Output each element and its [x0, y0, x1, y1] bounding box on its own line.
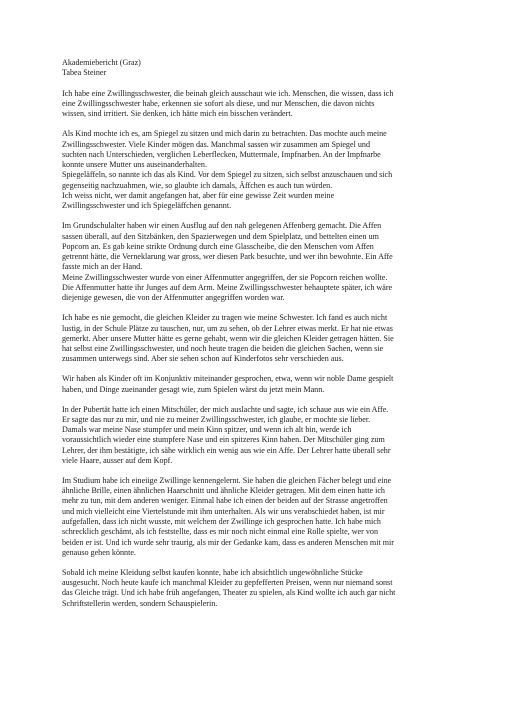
text-line: Ich weiss nicht, wer damit angefangen hat, aber für eine gewisse Zeit wurden meine — [62, 191, 335, 201]
text-line: suchten nach Unterschieden, verglichen Leberflecken, Muttermale, Impfnarben. An der Impfnarbe — [62, 149, 381, 159]
paragraph — [62, 313, 453, 364]
text-line: Spiegeläffeln, so nannte ich das als Kind. Vor dem Spiegel zu sitzen, sich selbst anzuschauen und sich — [62, 170, 393, 180]
paragraph — [62, 476, 453, 558]
text-line: zusammen unterwegs sind. Aber sie sehen schon auf Kinderfotos sehr verschieden aus. — [62, 354, 344, 364]
text-line: Popcorn an. Es gab keine strikte Ordnung durch eine Glasscheibe, die den Menschen vom Affen — [62, 241, 374, 251]
text-line: gegenseitig nachzuahmen, wie, so glaubte ich damals, Äffchen es auch tun würden. — [62, 180, 333, 190]
report-title: Akademiebericht (Graz) — [62, 58, 141, 67]
text-line: das Gleiche trägt. Und ich habe früh angefangen, Theater zu spielen, als Kind wollte ich auch gar nicht — [62, 588, 396, 598]
text-line: beiden er ist. Und ich wurde sehr traurig, als mir der Gedanke kam, dass es anderen Menschen mit mir — [62, 537, 394, 547]
text-line: hat selbst eine Zwillingsschwester, und noch heute tragen die beiden die gleichen Sachen, wenn sie — [62, 344, 384, 354]
author-name: Tabea Steiner — [62, 68, 107, 78]
paragraph — [62, 221, 453, 303]
text-line: Sobald ich meine Kleidung selbst kaufen konnte, habe ich absichtlich ungewöhnliche Stücke — [62, 567, 363, 577]
text-line: Als Kind mochte ich es, am Spiegel zu sitzen und mich darin zu betrachten. Das mochte auch meine — [62, 129, 387, 139]
text-line: Zwillingsschwester und ich Spiegeläffchen genannt. — [62, 201, 232, 211]
text-line: getrennt hätte, die Verneklarung war gross, wer diesen Park besuchte, und wer ihn bewohnte. Ein Affe — [62, 252, 393, 262]
paragraph — [62, 568, 453, 609]
paragraph — [62, 405, 453, 467]
paragraph — [62, 129, 453, 211]
text-line: haben, und Dinge zueinander gesagt wie, zum Spielen wärst du jetzt mein Mann. — [62, 384, 325, 394]
text-line: fasste mich an der Hand. — [62, 262, 143, 272]
text-line: konnte unsere Mutter uns auseinanderhalten. — [62, 160, 207, 170]
paragraph — [62, 89, 453, 120]
text-line: Ich habe es nie gemocht, die gleichen Kleider zu tragen wie meine Schwester. Ich fand es auch nicht — [62, 313, 388, 323]
text-line: In der Pubertät hatte ich einen Mitschüler, der mich auslachte und sagte, ich schaue aus wie ein Affe. — [62, 404, 389, 414]
text-line: mehr zu tun, mit dem anderen weniger. Einmal habe ich einen der beiden auf der Strasse angetroffen — [62, 496, 388, 506]
text-line: ähnliche Brille, einen ähnlichen Haarschnitt und ähnliche Kleider getragen. Mit dem einen hatte ich — [62, 486, 385, 496]
paragraph — [62, 374, 453, 395]
text-line: diejenige gewesen, die von der Affenmutter angegriffen worden war. — [62, 293, 285, 303]
text-line: und mich vielleicht eine Viertelstunde mit ihm unterhalten. Als wir uns verabschiedet haben, ist mir — [62, 506, 385, 516]
text-line: genauso gehen könnte. — [62, 547, 136, 557]
text-line: Er sagte das nur zu mir, und nie zu meiner Zwillingsschwester, ich glaube, er mochte sie lieber. — [62, 414, 371, 424]
text-line: Schriftstellerin werden, sondern Schauspielerin. — [62, 598, 218, 608]
text-line: Damals war meine Nase stumpfer und mein Kinn spitzer, und wenn ich alt bin, werde ich — [62, 425, 352, 435]
text-line: Wir haben als Kinder oft im Konjunktiv miteinander gesprochen, etwa, wenn wir noble Dame gespielt — [62, 374, 394, 384]
text-line: eine Zwillingsschwester habe, erkennen sie sofort als diese, und nur Menschen, die davon nichts — [62, 99, 375, 109]
document-header — [62, 58, 453, 79]
text-line: ausgesucht. Noch heute kaufe ich manchmal Kleider zu gepfefferten Preisen, wenn nur niemand sonst — [62, 578, 393, 588]
text-line: Im Studium habe ich eineiige Zwillinge kennengelernt. Sie haben die gleichen Fächer belegt und eine — [62, 475, 392, 485]
text-line: viele Haare, ausser auf dem Kopf. — [62, 455, 173, 465]
text-line: Die Affenmutter hatte ihr Junges auf dem Arm. Meine Zwillingsschwester behauptete später, ich wäre — [62, 283, 393, 293]
text-line: Im Grundschulalter haben wir einen Ausflug auf den nah gelegenen Affenberg gemacht. Die Affen — [62, 221, 382, 231]
text-line: voraussichtlich wieder eine stumpfere Nase und ein spitzeres Kinn haben. Der Mitschüler ging zum — [62, 435, 385, 445]
text-line: Zwillingsschwester. Viele Kinder mögen das. Manchmal sassen wir zusammen am Spiegel und — [62, 139, 370, 149]
text-line: Ich habe eine Zwillingsschwester, die beinah gleich ausschaut wie ich. Menschen, die wissen, dass ich — [62, 88, 394, 98]
text-line: lustig, in der Schule Plätze zu tauschen, nur, um zu sehen, ob der Lehrer etwas merkt. Er hat nie etwas — [62, 323, 393, 333]
text-line: Lehrer, der ihm bestätigte, ich sähe wirklich ein wenig aus wie ein Affe. Der Lehrer hatte überall sehr — [62, 445, 391, 455]
text-line: schrecklich geschämt, als ich feststellte, dass es mir noch nicht einmal eine Rolle spielte, wer von — [62, 527, 379, 537]
text-line: gemerkt. Aber unsere Mutter hätte es gerne gehabt, wenn wir die gleichen Kleider getragen hätten. Sie — [62, 333, 394, 343]
text-line: Meine Zwillingsschwester wurde von einer Affenmutter angegriffen, der sie Popcorn reichen wollte. — [62, 272, 388, 282]
text-line: wissen, sind irritiert. Sie denken, ich hätte mich ein bisschen verändert. — [62, 109, 293, 119]
text-line: sassen überall, auf den Sitzbänken, den Spazierwegen und dem Spielplatz, und bettelten einen um — [62, 231, 379, 241]
document-body — [62, 89, 453, 609]
text-line: aufgefallen, dass ich nicht wusste, mit welchem der Zwillinge ich gesprochen hatte. Ich habe mich — [62, 517, 381, 527]
